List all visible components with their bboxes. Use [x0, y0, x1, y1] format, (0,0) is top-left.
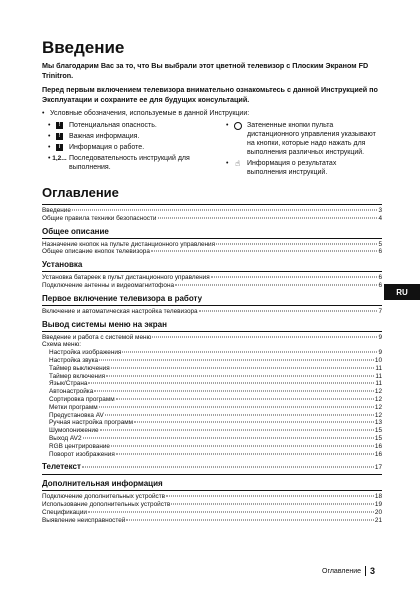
toc-page-number: 4 — [378, 214, 382, 222]
toc-page-number: 13 — [374, 419, 382, 427]
convention-text: Информация о работе. — [69, 144, 145, 151]
toc-entry-title: Поворот изображения — [49, 450, 115, 458]
toc-entry-title: Настройка изображения — [49, 349, 122, 357]
toc-subheading: Схема меню: — [42, 341, 82, 349]
toc-row[interactable] — [42, 274, 382, 282]
toc-row[interactable] — [42, 509, 382, 517]
toc-row[interactable] — [42, 357, 382, 365]
toc-row[interactable] — [42, 443, 382, 451]
toc-page-number: 11 — [375, 364, 382, 372]
toc-title: Оглавление — [42, 185, 119, 200]
toc-row[interactable] — [42, 380, 382, 388]
hand-glyph: ☝ — [235, 158, 240, 168]
toc-entry-title: Общее описание кнопок телевизора — [42, 248, 150, 256]
toc-page-number: 9 — [378, 333, 382, 341]
toc-page-number: 10 — [374, 356, 382, 364]
toc-row — [42, 462, 382, 473]
convention-text: Важная информация. — [69, 133, 140, 140]
button-circle — [234, 122, 242, 130]
toc-leader — [88, 383, 374, 384]
bullet: • — [42, 110, 45, 117]
toc-leader — [100, 430, 374, 431]
toc-leader — [88, 511, 374, 512]
toc-page-number: 18 — [374, 493, 382, 501]
toc-row[interactable] — [42, 373, 382, 381]
bullet: • — [48, 144, 51, 151]
toc-entry-title: Телетекст — [42, 462, 81, 472]
bullet: • — [48, 122, 51, 129]
toc-leader — [211, 277, 378, 278]
toc-leader — [116, 453, 374, 454]
convention-item — [226, 159, 376, 177]
toc-entry-title: Назначение кнопок на пульте дистанционного управления — [42, 240, 216, 248]
conventions-right — [226, 121, 376, 179]
section-divider — [42, 204, 382, 205]
toc-page-number: 3 — [378, 207, 382, 214]
toc-leader — [158, 217, 378, 218]
intro-paragraph-1: Мы благодарим Вас за то, что Вы выбрали этот цветной телевизор с Плоским Экраном FD Trinitron. — [42, 61, 369, 80]
toc-page-number: 16 — [374, 442, 382, 450]
toc-section-heading: Общее описание — [42, 226, 109, 236]
toc-leader — [122, 352, 377, 353]
toc-page-number: 12 — [374, 403, 382, 411]
toc-row[interactable] — [42, 349, 382, 357]
toc-entry-title: Установка батареек в пульт дистанционного управления — [42, 274, 210, 282]
toc-page-number: 19 — [374, 501, 382, 509]
toc-page-number: 15 — [374, 434, 382, 442]
steps-number-glyph: 1,2... — [52, 155, 67, 162]
toc-entry-title: Язык/Страна — [49, 380, 88, 388]
toc-row[interactable] — [42, 215, 382, 223]
toc-entry-title: Шумопонижение — [49, 427, 99, 435]
footer-section: Оглавление — [322, 567, 362, 575]
important-icon — [54, 132, 65, 141]
conventions-title — [42, 109, 382, 118]
toc-row[interactable] — [42, 365, 382, 373]
toc-page-number: 21 — [374, 516, 382, 524]
toc-leader — [83, 437, 374, 438]
toc-page-number: 11 — [375, 372, 382, 380]
toc-leader — [116, 398, 374, 399]
page-number: 3 — [370, 566, 376, 576]
toc-entry-title: Спецификации — [42, 508, 87, 516]
toc-leader — [72, 210, 378, 211]
section-divider — [42, 474, 382, 475]
section-divider — [42, 238, 382, 239]
table-of-contents — [42, 204, 382, 525]
toc-row[interactable] — [42, 248, 382, 256]
toc-row[interactable] — [42, 388, 382, 396]
toc-entry-title: RGB центрирование — [49, 442, 110, 450]
convention-text: Затененные кнопки пульта дистанционного управления указывают на кнопки, которые надо нажать для выполнения различных инструкций. — [247, 122, 376, 156]
toc-entry-title: Общие правила техники безопасности — [42, 214, 157, 222]
bullet: • — [226, 122, 229, 129]
toc-row[interactable] — [42, 207, 382, 215]
toc-page-number: 6 — [378, 281, 382, 289]
toc-entry-title: Автонастройка — [49, 388, 94, 396]
convention-text: Последовательность инструкций для выполнения. — [69, 155, 190, 171]
toc-leader — [82, 467, 374, 468]
toc-leader — [199, 310, 378, 311]
section-divider — [42, 271, 382, 272]
toc-page-number: 6 — [378, 274, 382, 282]
convention-item — [48, 121, 226, 130]
result-hand-icon — [232, 159, 243, 168]
convention-item — [48, 143, 226, 152]
convention-item — [48, 132, 226, 141]
toc-entry-title: Использование дополнительных устройств — [42, 501, 171, 509]
toc-entry-title: Метки программ — [49, 403, 98, 411]
page-footer — [322, 566, 375, 576]
toc-leader — [111, 367, 375, 368]
toc-leader — [171, 504, 374, 505]
toc-page-number: 16 — [374, 450, 382, 458]
toc-entry-title: Подключение антенны и видеомагнитофона — [42, 281, 175, 289]
toc-page-number: 12 — [374, 388, 382, 396]
bullet: • — [226, 160, 229, 167]
toc-page-number: 12 — [374, 395, 382, 403]
toc-page-number: 6 — [378, 248, 382, 256]
toc-row[interactable] — [42, 451, 382, 459]
toc-page-number: 20 — [374, 508, 382, 516]
toc-leader — [105, 414, 374, 415]
toc-entry-title: Настройка звука — [49, 356, 99, 364]
toc-entry-title: Сортировка программ — [49, 395, 115, 403]
convention-item — [48, 154, 226, 172]
intro-title: Введение — [42, 38, 125, 57]
toc-row[interactable] — [42, 396, 382, 404]
convention-item — [226, 121, 376, 157]
toc-row[interactable] — [42, 282, 382, 290]
conventions-left — [48, 121, 226, 179]
toc-section-heading: Первое включение телевизора в работу — [42, 293, 203, 303]
toc-page-number: 7 — [378, 307, 382, 315]
toc-leader — [111, 445, 374, 446]
steps-number-icon — [54, 154, 65, 163]
toc-page-number: 9 — [378, 349, 382, 357]
toc-leader — [175, 284, 377, 285]
icon-square: ! — [56, 133, 63, 140]
toc-row[interactable] — [42, 334, 382, 342]
toc-section-heading: Вывод системы меню на экран — [42, 319, 167, 329]
toc-row[interactable] — [42, 404, 382, 412]
toc-row[interactable] — [42, 501, 382, 509]
toc-entry-title: Выявление неисправностей — [42, 516, 126, 524]
conventions-title-text: Условные обозначения, используемые в данной Инструкции: — [50, 110, 250, 117]
manual-page — [42, 38, 382, 525]
toc-page-number: 12 — [374, 411, 382, 419]
toc-leader — [106, 375, 374, 376]
toc-entry-title: Введение — [42, 207, 71, 214]
info-icon — [54, 143, 65, 152]
toc-leader — [94, 391, 374, 392]
toc-leader — [216, 243, 377, 244]
toc-section-heading: Установка — [42, 260, 83, 270]
toc-entry-title: Таймер выключения — [49, 364, 110, 372]
toc-row[interactable] — [42, 517, 382, 525]
toc-leader — [126, 519, 374, 520]
toc-page-number: 11 — [375, 380, 382, 388]
toc-leader — [166, 496, 374, 497]
toc-page-number: 15 — [374, 427, 382, 435]
convention-text: Потенциальная опасность. — [69, 122, 157, 129]
icon-square: ! — [56, 122, 63, 129]
icon-square: i — [56, 144, 63, 151]
toc-page-number: 17 — [374, 464, 382, 472]
toc-leader — [151, 251, 378, 252]
toc-row[interactable] — [42, 435, 382, 443]
toc-entry-title: Ручная настройка программ — [49, 419, 134, 427]
toc-entry-title: Введение и работа с системой меню — [42, 333, 152, 341]
toc-entry-title: Включение и автоматическая настройка телевизора — [42, 307, 198, 315]
toc-leader — [152, 336, 377, 337]
bullet: • — [48, 155, 51, 162]
toc-page-number: 5 — [378, 240, 382, 248]
toc-entry-title: Таймер включения — [49, 372, 106, 380]
toc-row[interactable] — [42, 493, 382, 501]
toc-leader — [134, 422, 374, 423]
toc-entry-title: Предустановка AV — [49, 411, 104, 419]
toc-leader — [99, 359, 374, 360]
section-divider — [42, 490, 382, 491]
toc-leader — [99, 406, 374, 407]
toc-row[interactable] — [42, 427, 382, 435]
toc-section-heading: Дополнительная информация — [42, 479, 163, 489]
section-divider — [42, 331, 382, 332]
warning-icon — [54, 121, 65, 130]
shaded-button-icon — [232, 121, 243, 130]
toc-entry-title: Подключение дополнительных устройств — [42, 493, 166, 501]
toc-row[interactable] — [42, 308, 382, 316]
section-divider — [42, 305, 382, 306]
toc-section-heading — [42, 462, 382, 473]
conventions — [48, 121, 382, 179]
toc-entry-title: Выход AV2 — [49, 434, 82, 442]
convention-text: Информация о результатах выполнения инструкций. — [247, 160, 337, 176]
bullet: • — [48, 133, 51, 140]
language-tab: RU — [384, 284, 420, 300]
intro-paragraph-2: Перед первым включением телевизора внимательно ознакомьтесь с данной Инструкцией по Эксплуатации и сохраните ее для будущих консультаций. — [42, 85, 378, 104]
toc-row[interactable] — [42, 419, 382, 427]
footer-divider — [365, 566, 366, 576]
